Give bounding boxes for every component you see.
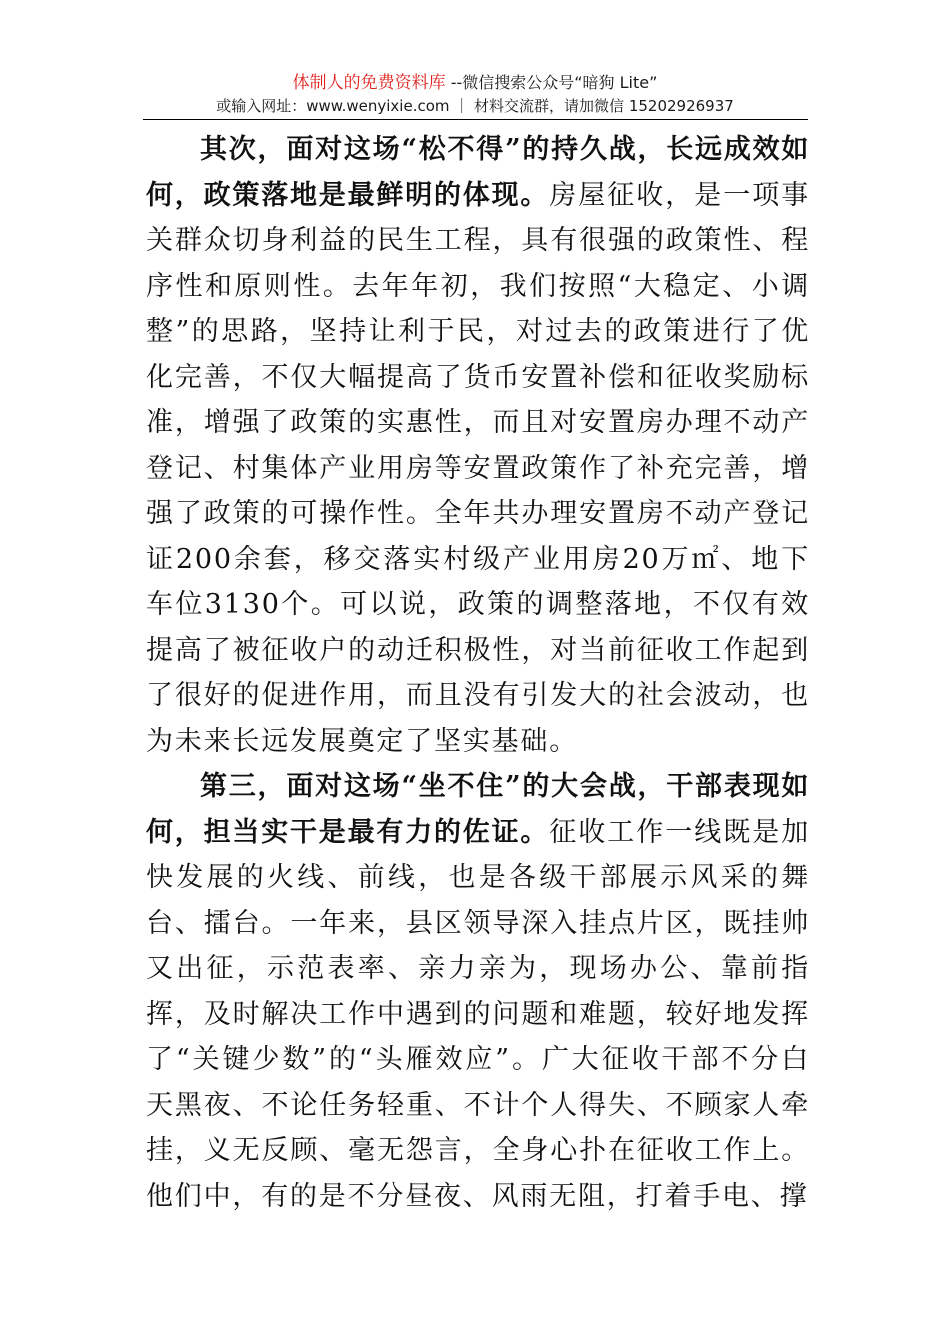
paragraph-lead: 第三，面对这场“坐不住”的大会战，干部表现如何，担当实干是最有力的佐证。 bbox=[146, 771, 810, 848]
header-contact-line: 或输入网址：www.wenyixie.com ｜ 材料交流群，请加微信 15202926937 bbox=[216, 97, 734, 115]
header-divider bbox=[143, 119, 808, 120]
paragraph-body: 征收工作一线既是加快发展的火线、前线，也是各级干部展示风采的舞台、擂台。一年来，县区领导深入挂点片区，既挂帅又出征，示范表率、亲力亲为，现场办公、靠前指挥，及时解决工作中遇到的问题和难题，较好地发挥了“关键少数”的“头雁效应”。广大征收干部不分白天黑夜、不论任务轻重、不计个人得失、不顾家人牵挂，义无反顾、毫无怨言，全身心扑在征收工作上。他们中，有的是不分昼夜、风雨无阻，打着手电、撑 bbox=[146, 816, 810, 1212]
header-tagline: --微信搜索公众号“暗狗 Lite” bbox=[450, 73, 658, 92]
brand-name: 体制人的免费资料库 bbox=[292, 73, 446, 93]
document-body bbox=[146, 127, 810, 1219]
paragraph-lead: 其次，面对这场“松不得”的持久战，长远成效如何，政策落地是最鲜明的体现。 bbox=[146, 134, 810, 211]
paragraph-body: 房屋征收，是一项事关群众切身利益的民生工程，具有很强的政策性、程序性和原则性。去年年初，我们按照“大稳定、小调整”的思路，坚持让利于民，对过去的政策进行了优化完善，不仅大幅提高了货币安置补偿和征收奖励标准，增强了政策的实惠性，而且对安置房办理不动产登记、村集体产业用房等安置政策作了补充完善，增强了政策的可操作性。全年共办理安置房不动产登记证200余套，移交落实村级产业用房20万㎡、地下车位3130个。可以说，政策的调整落地，不仅有效提高了被征收户的动迁积极性，对当前征收工作起到了很好的促进作用，而且没有引发大的社会波动，也为未来长远发展奠定了坚实基础。 bbox=[146, 179, 810, 757]
paragraph bbox=[146, 764, 810, 1219]
header-watermark-line bbox=[0, 72, 950, 94]
paragraph bbox=[146, 127, 810, 764]
